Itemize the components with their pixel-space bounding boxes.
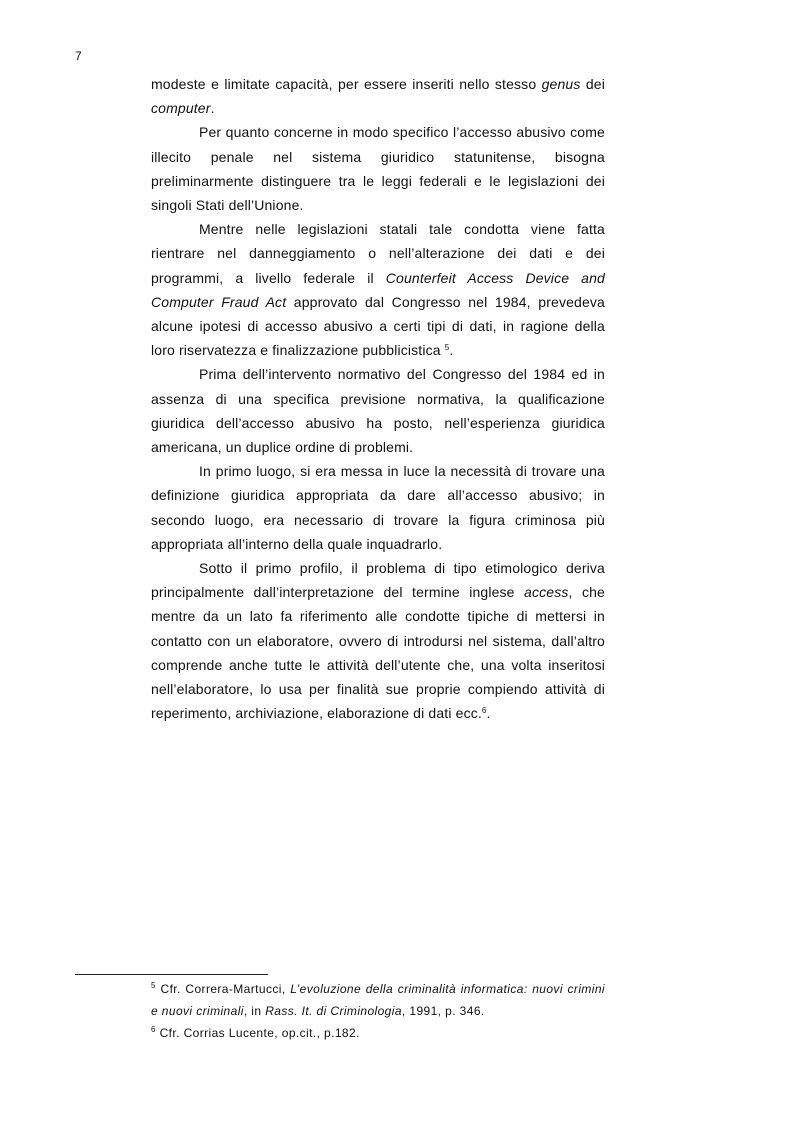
- italic-text: Counterfeit Access Device and Computer Fraud Act: [151, 269, 605, 310]
- footnote-marker: 6: [151, 1025, 156, 1034]
- text-run: Mentre nelle legislazioni statali tale condotta viene fatta rientrare nel danneggiamento o nell’alterazione dei dati e dei programmi, a livello federale il: [151, 221, 605, 286]
- text-run: Cfr. Correra-Martucci,: [155, 982, 291, 996]
- italic-text: computer: [151, 100, 211, 117]
- text-run: , che mentre da un lato fa riferimento alle condotte tipiche di mettersi in contatto con un elaboratore, ovvero di introdursi nel sistema, dall’altro comprende anche tutte le attività dell’utente che, una volta inseritosi nell’elaboratore, lo usa per finalità sue proprie compiendo attività di reperimento, archiviazione, elaborazione di dati ecc.: [151, 584, 605, 722]
- text-run: , 1991, p. 346.: [401, 1004, 485, 1018]
- text-run: .: [486, 705, 491, 722]
- italic-text: genus: [541, 76, 581, 92]
- italic-text: Rass. It. di Criminologia: [265, 1004, 402, 1018]
- body-text: [151, 72, 605, 725]
- text-run: dei: [580, 76, 605, 92]
- text-run: Prima dell’intervento normativo del Congresso del 1984 ed in assenza di una specifica previsione normativa, la qualificazione giuridica dell’accesso abusivo ha posto, nell’esperienza giuridica americana, un duplice ordine di problemi.: [151, 366, 605, 456]
- paragraph: [151, 362, 605, 459]
- text-run: , in: [243, 1004, 266, 1018]
- paragraph: [151, 217, 605, 362]
- text-run: Cfr. Corrias Lucente, op.cit., p.182.: [155, 1026, 360, 1040]
- italic-text: L’evoluzione della criminalità informatica: nuovi crimini e nuovi criminali: [151, 982, 605, 1018]
- page-number: 7: [75, 49, 82, 63]
- text-run: Sotto il primo profilo, il problema di tipo etimologico deriva principalmente dall’interpretazione del termine inglese: [151, 560, 605, 601]
- footnote-marker: 5: [444, 343, 450, 353]
- paragraph: [151, 120, 605, 217]
- italic-text: access: [524, 584, 569, 601]
- text-run: .: [449, 342, 454, 359]
- footnote-5: [151, 978, 605, 1022]
- text-run: approvato dal Congresso nel 1984, prevedeva alcune ipotesi di accesso abusivo a certi tipi di dati, in ragione della loro riservatezza e finalizzazione pubblicistica: [151, 293, 605, 359]
- footnotes: [151, 978, 605, 1044]
- footnote-marker: 6: [481, 706, 487, 716]
- footnote-separator: [75, 974, 268, 975]
- text-run: .: [210, 100, 215, 117]
- paragraph: [151, 556, 605, 725]
- paragraph: [151, 459, 605, 556]
- footnote-marker: 5: [151, 981, 156, 990]
- paragraph: [151, 72, 605, 120]
- text-run: modeste e limitate capacità, per essere inseriti nello stesso: [151, 76, 542, 92]
- text-run: In primo luogo, si era messa in luce la necessità di trovare una definizione giuridica appropriata da dare all’accesso abusivo; in secondo luogo, era necessario di trovare la figura criminosa più appropriata all’interno della quale inquadrarlo.: [151, 463, 605, 552]
- footnote-6: [151, 1022, 605, 1044]
- text-run: Per quanto concerne in modo specifico l’accesso abusivo come illecito penale nel sistema giuridico statunitense, bisogna preliminarmente distinguere tra le leggi federali e le legislazioni dei singoli Stati dell’Unione.: [151, 124, 605, 214]
